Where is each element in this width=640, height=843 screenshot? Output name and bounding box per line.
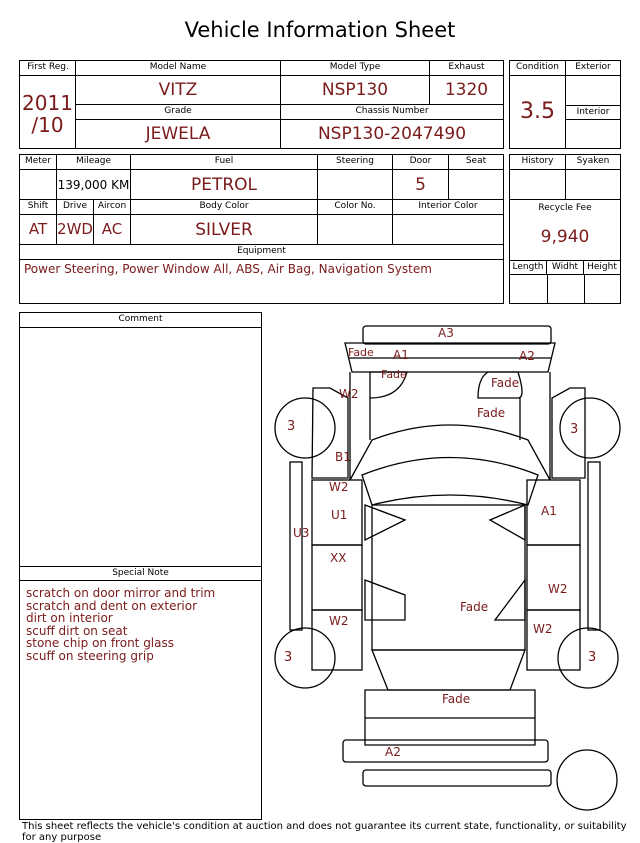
left-rocker <box>290 462 302 630</box>
damage-mark: W2 <box>329 614 349 628</box>
spare-wheel <box>557 750 617 810</box>
special-note-item: scratch on door mirror and trim <box>26 586 216 600</box>
damage-mark: Fade <box>491 376 520 390</box>
special-note-item: dirt on interior <box>26 611 113 625</box>
door-label: Door <box>409 156 432 166</box>
drive-label: Drive <box>63 201 87 211</box>
syaken-label: Syaken <box>576 156 610 166</box>
right-front-window <box>490 505 525 540</box>
right-rocker <box>588 462 600 630</box>
body-color-label: Body Color <box>199 201 249 211</box>
shift-value: AT <box>28 220 48 238</box>
chassis-number-label: Chassis Number <box>355 106 429 116</box>
grade-label: Grade <box>164 106 192 116</box>
exhaust-label: Exhaust <box>448 62 485 72</box>
rear-bumper <box>343 740 548 762</box>
grade-value: JEWELA <box>145 124 211 144</box>
damage-mark: W2 <box>339 387 359 401</box>
seat-label: Seat <box>465 156 487 166</box>
special-note-label: Special Note <box>112 568 169 578</box>
body-color-value: SILVER <box>195 220 253 240</box>
condition-label: Condition <box>516 62 559 72</box>
car-damage-diagram <box>262 318 632 823</box>
rear-under <box>363 770 551 786</box>
mileage-value: 139,000 KM <box>57 178 130 192</box>
right-rear-window <box>495 580 525 620</box>
aircon-label: Aircon <box>97 201 127 211</box>
left-rear-window <box>365 580 405 620</box>
special-note-item: scratch and dent on exterior <box>26 598 198 613</box>
damage-mark: B1 <box>335 450 351 464</box>
damage-mark: W2 <box>548 582 568 596</box>
model-name-value: VITZ <box>158 80 198 100</box>
color-no-label: Color No. <box>334 201 376 211</box>
damage-mark: A1 <box>393 348 409 362</box>
steering-label: Steering <box>336 156 374 166</box>
first-reg-year: 2011 <box>22 91 73 115</box>
interior-color-label: Interior Color <box>418 201 478 211</box>
wheel-front-right <box>560 398 620 458</box>
first-reg-label: First Reg. <box>27 62 69 72</box>
damage-mark: Fade <box>460 600 489 614</box>
fuel-label: Fuel <box>214 156 234 166</box>
windshield <box>362 458 538 506</box>
damage-mark: Fade <box>381 368 407 381</box>
equipment-value: Power Steering, Power Window All, ABS, Air Bag, Navigation System <box>24 262 432 276</box>
damage-mark: Fade <box>477 406 506 420</box>
disclaimer-footer: This sheet reflects the vehicle's condition at auction and does not guarantee its current state, functionality, or suitability for any purpose <box>22 821 627 843</box>
model-name-label: Model Name <box>149 62 207 72</box>
height-label: Height <box>587 262 617 272</box>
right-front-fender <box>552 388 585 478</box>
first-reg-month: /10 <box>31 113 64 137</box>
left-front-fender <box>312 388 348 478</box>
wheel-front-left <box>275 398 335 458</box>
damage-mark: 3 <box>570 422 579 437</box>
recycle-fee-value: 9,940 <box>540 227 590 247</box>
exterior-label: Exterior <box>575 62 611 72</box>
door-value: 5 <box>415 175 426 195</box>
interior-label: Interior <box>576 107 610 117</box>
damage-mark: A2 <box>519 349 535 363</box>
model-type-value: NSP130 <box>321 80 389 100</box>
special-note-list <box>26 587 258 662</box>
damage-mark: 3 <box>287 419 296 434</box>
drive-value: 2WD <box>57 220 93 238</box>
comment-panel <box>19 312 262 820</box>
comment-label: Comment <box>118 314 163 324</box>
info-block <box>19 60 504 149</box>
damage-mark: 3 <box>284 650 293 665</box>
recycle-fee-label: Recycle Fee <box>538 203 592 213</box>
damage-mark: W2 <box>329 480 349 494</box>
history-label: History <box>521 156 554 166</box>
special-note-item: scuff on steering grip <box>26 648 154 663</box>
special-note-item: scuff dirt on seat <box>26 623 128 638</box>
shift-label: Shift <box>27 201 49 211</box>
damage-mark: A3 <box>438 326 454 340</box>
right-rear-quarter <box>527 610 580 670</box>
aircon-value: AC <box>101 220 123 238</box>
special-note-item: stone chip on front glass <box>26 636 175 650</box>
meter-label: Meter <box>24 156 52 166</box>
damage-mark: U1 <box>331 508 348 522</box>
details-block <box>19 154 504 304</box>
damage-mark: A1 <box>541 504 557 518</box>
history-block <box>509 154 621 304</box>
damage-mark: XX <box>330 551 347 565</box>
damage-mark: A2 <box>385 745 401 759</box>
length-label: Length <box>512 262 544 272</box>
width-label: Widht <box>551 262 579 272</box>
damage-mark: 3 <box>588 650 597 665</box>
condition-block <box>509 60 621 149</box>
damage-mark: U3 <box>293 526 310 540</box>
exhaust-value: 1320 <box>444 80 489 100</box>
mileage-label: Mileage <box>75 156 112 166</box>
left-front-window <box>365 505 405 540</box>
right-door-rear <box>527 545 580 610</box>
equipment-label: Equipment <box>237 246 286 256</box>
damage-mark: Fade <box>442 692 471 706</box>
damage-mark: W2 <box>533 622 553 636</box>
fuel-value: PETROL <box>190 175 258 195</box>
rear-window <box>372 650 525 690</box>
condition-value: 3.5 <box>520 99 555 124</box>
model-type-label: Model Type <box>329 62 381 72</box>
page-title: Vehicle Information Sheet <box>184 18 456 42</box>
chassis-number-value: NSP130-2047490 <box>317 124 467 144</box>
front-bumper <box>363 326 551 344</box>
damage-mark: Fade <box>348 346 374 359</box>
